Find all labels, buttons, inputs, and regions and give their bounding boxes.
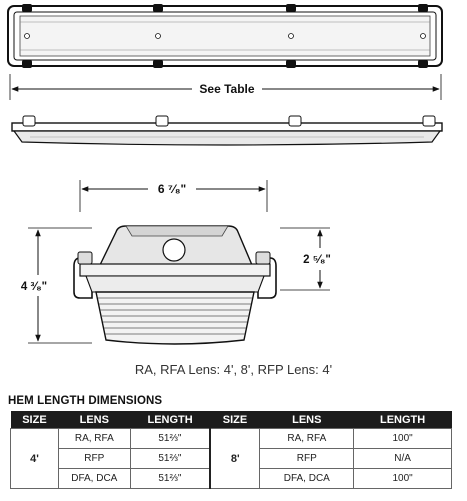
length-cell: 51⅔" bbox=[130, 469, 210, 489]
length-cell: 51⅔" bbox=[130, 429, 210, 449]
header-length: LENGTH bbox=[130, 411, 210, 429]
lens-note: RA, RFA Lens: 4', 8', RFP Lens: 4' bbox=[134, 362, 333, 377]
length-dimension bbox=[10, 74, 441, 100]
length-cell: 100" bbox=[354, 469, 452, 489]
table-header-row bbox=[11, 411, 452, 429]
table-title: HEM LENGTH DIMENSIONS bbox=[8, 395, 163, 407]
table-row bbox=[11, 429, 452, 449]
side-view bbox=[12, 116, 442, 145]
end-view bbox=[74, 226, 276, 344]
header-size: SIZE bbox=[11, 411, 59, 429]
side-height-dimension bbox=[280, 228, 331, 290]
lens-cell: RFP bbox=[260, 449, 354, 469]
lens-cell: RA, RFA bbox=[58, 429, 130, 449]
height-label: 4 ³⁄₈" bbox=[20, 281, 48, 293]
length-cell: 51⅔" bbox=[130, 449, 210, 469]
lens-cell: DFA, DCA bbox=[260, 469, 354, 489]
size-cell: 8' bbox=[210, 429, 260, 489]
height-dimension bbox=[21, 228, 92, 343]
side-height-label: 2 ⁵⁄₈" bbox=[303, 254, 331, 266]
size-cell: 4' bbox=[11, 429, 59, 489]
header-lens: LENS bbox=[260, 411, 354, 429]
lens-cell: DFA, DCA bbox=[58, 469, 130, 489]
width-dimension bbox=[80, 180, 267, 212]
header-lens: LENS bbox=[58, 411, 130, 429]
length-dimensions-table bbox=[10, 411, 452, 489]
lens-cell: RA, RFA bbox=[260, 429, 354, 449]
header-length: LENGTH bbox=[354, 411, 452, 429]
length-label: See Table bbox=[199, 82, 255, 96]
top-view bbox=[8, 4, 442, 68]
width-label: 6 ⁷⁄₈" bbox=[157, 182, 187, 196]
lens-cell: RFP bbox=[58, 449, 130, 469]
length-cell: 100" bbox=[354, 429, 452, 449]
header-size: SIZE bbox=[210, 411, 260, 429]
length-cell: N/A bbox=[354, 449, 452, 469]
